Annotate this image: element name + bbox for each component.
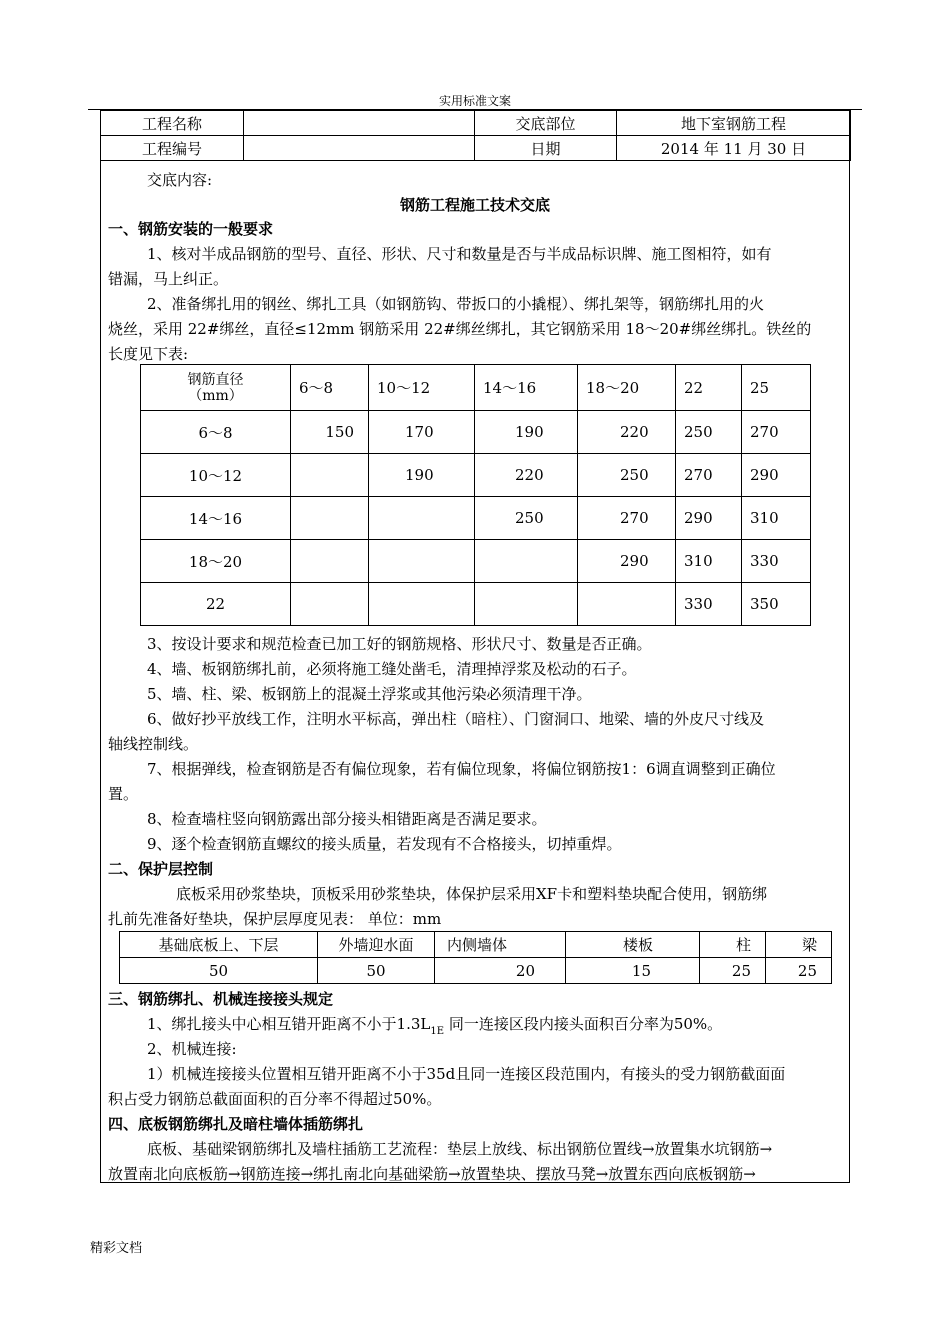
paragraph: 积占受力钢筋总截面面积的百分率不得超过50%。: [108, 1090, 442, 1108]
section-3-heading: 三、钢筋绑扎、机械连接接头规定: [108, 990, 334, 1008]
table-row: [141, 411, 811, 454]
cover-thickness-table: [119, 931, 832, 984]
paragraph: 2、机械连接:: [147, 1040, 237, 1058]
table-cell: 15: [566, 958, 700, 984]
paragraph: 5、墙、柱、梁、板钢筋上的混凝土浮浆或其他污染必须清理干净。: [147, 685, 592, 703]
table-cell: [291, 583, 369, 626]
paragraph: 长度见下表:: [108, 345, 189, 363]
table-cell: 270: [676, 454, 742, 497]
column-header: 柱: [700, 932, 766, 958]
subscript: 1E: [430, 1026, 445, 1037]
paragraph: 8、检查墙柱竖向钢筋露出部分接头相错距离是否满足要求。: [147, 810, 547, 828]
table-cell: 290: [742, 454, 811, 497]
table-cell: 350: [742, 583, 811, 626]
table-cell: 50: [120, 958, 318, 984]
table-cell: [475, 583, 578, 626]
handover-part-value: 地下室钢筋工程: [617, 111, 851, 136]
table-cell: 250: [676, 411, 742, 454]
paragraph: 6、做好抄平放线工作，注明水平标高，弹出柱（暗柱）、门窗洞口、地梁、墙的外皮尺寸线及: [147, 710, 765, 728]
table-cell: 220: [475, 454, 578, 497]
table-header-row: [141, 365, 811, 411]
table-cell: 190: [369, 454, 475, 497]
table-cell: [369, 583, 475, 626]
paragraph: 1、核对半成品钢筋的型号、直径、形状、尺寸和数量是否与半成品标识牌、施工图相符，如有: [147, 245, 772, 263]
table-row: [141, 540, 811, 583]
page-footer: 精彩文档: [90, 1241, 143, 1256]
table-cell: 250: [578, 454, 676, 497]
date-label: 日期: [475, 136, 617, 161]
paragraph: 扎前先准备好垫块，保护层厚度见表： 单位：mm: [108, 910, 442, 928]
table-cell: [578, 583, 676, 626]
table-cell: 290: [676, 497, 742, 540]
table-header-row: [120, 932, 832, 958]
paragraph: 7、根据弹线，检查钢筋是否有偏位现象，若有偏位现象，将偏位钢筋按1：6调直调整到正确位: [147, 760, 776, 778]
table-cell: [291, 540, 369, 583]
section-2-heading: 二、保护层控制: [108, 860, 214, 878]
paragraph: [147, 1014, 722, 1042]
row-header: 14～16: [141, 497, 291, 540]
table-cell: 270: [578, 497, 676, 540]
handover-part-label: 交底部位: [475, 111, 617, 136]
column-header: 18～20: [578, 365, 676, 411]
table-cell: [369, 540, 475, 583]
table-cell: 270: [742, 411, 811, 454]
corner-header: [141, 365, 291, 411]
row-header: 6～8: [141, 411, 291, 454]
project-no-value: [244, 136, 475, 161]
column-header: 楼板: [566, 932, 700, 958]
table-cell: [475, 540, 578, 583]
table-cell: 250: [475, 497, 578, 540]
paragraph: 底板采用砂浆垫块，顶板采用砂浆垫块，体保护层采用XF卡和塑料垫块配合使用，钢筋绑: [176, 885, 768, 903]
table-cell: [369, 497, 475, 540]
column-header: 10～12: [369, 365, 475, 411]
paragraph: 置。: [108, 785, 139, 803]
content-label: 交底内容:: [147, 171, 213, 189]
column-header: 基础底板上、下层: [120, 932, 318, 958]
table-cell: 310: [676, 540, 742, 583]
table-cell: 220: [578, 411, 676, 454]
corner-header-line1: 钢筋直径: [187, 371, 244, 388]
table-cell: [291, 497, 369, 540]
section-1-heading: 一、钢筋安装的一般要求: [108, 220, 274, 238]
paragraph: 烧丝，采用 22#绑丝，直径≤12mm 钢筋采用 22#绑丝绑扎，其它钢筋采用 18～20#绑丝绑扎。铁丝的: [108, 320, 812, 338]
project-name-label: 工程名称: [101, 111, 244, 136]
table-cell: 170: [369, 411, 475, 454]
text-run: 同一连接区段内接头面积百分率为50%。: [444, 1015, 723, 1033]
table-row: [101, 111, 851, 136]
date-value: 2014 年 11 月 30 日: [617, 136, 851, 161]
table-cell: 310: [742, 497, 811, 540]
column-header: 外墙迎水面: [318, 932, 435, 958]
paragraph: 3、按设计要求和规范检查已加工好的钢筋规格、形状尺寸、数量是否正确。: [147, 635, 652, 653]
column-header: 梁: [766, 932, 832, 958]
project-no-label: 工程编号: [101, 136, 244, 161]
table-cell: 330: [676, 583, 742, 626]
column-header: 6～8: [291, 365, 369, 411]
text-run: 1、绑扎接头中心相互错开距离不小于1.3L: [147, 1015, 431, 1033]
document-title: 钢筋工程施工技术交底: [399, 196, 550, 214]
paragraph: 9、逐个检查钢筋直螺纹的接头质量，若发现有不合格接头，切掉重焊。: [147, 835, 622, 853]
table-row: [141, 454, 811, 497]
wire-length-table: [140, 364, 811, 626]
paragraph: 轴线控制线。: [108, 735, 199, 753]
row-header: 18～20: [141, 540, 291, 583]
table-cell: 25: [766, 958, 832, 984]
column-header: 14～16: [475, 365, 578, 411]
column-header: 22: [676, 365, 742, 411]
row-header: 10～12: [141, 454, 291, 497]
table-row: [141, 497, 811, 540]
table-row: [120, 958, 832, 984]
paragraph: 底板、基础梁钢筋绑扎及墙柱插筋工艺流程：垫层上放线、标出钢筋位置线→放置集水坑钢筋→: [147, 1140, 773, 1158]
row-header: 22: [141, 583, 291, 626]
column-header: 内侧墙体: [435, 932, 566, 958]
paragraph: 1）机械连接接头位置相互错开距离不小于35d且同一连接区段范围内，有接头的受力钢筋截面面: [147, 1065, 786, 1083]
section-4-heading: 四、底板钢筋绑扎及暗柱墙体插筋绑扎: [108, 1115, 364, 1133]
paragraph: 2、准备绑扎用的钢丝、绑扎工具（如钢筋钩、带扳口的小撬棍）、绑扎架等，钢筋绑扎用的火: [147, 295, 765, 313]
table-cell: 330: [742, 540, 811, 583]
table-cell: 150: [291, 411, 369, 454]
table-cell: 50: [318, 958, 435, 984]
table-cell: 190: [475, 411, 578, 454]
paragraph: 4、墙、板钢筋绑扎前，必须将施工缝处凿毛，清理掉浮浆及松动的石子。: [147, 660, 637, 678]
table-row: [141, 583, 811, 626]
table-cell: [291, 454, 369, 497]
table-cell: 25: [700, 958, 766, 984]
page-header: 实用标准文案: [438, 94, 511, 108]
table-cell: 290: [578, 540, 676, 583]
project-name-value: [244, 111, 475, 136]
paragraph: 放置南北向底板筋→钢筋连接→绑扎南北向基础梁筋→放置垫块、摆放马凳→放置东西向底板钢筋→: [108, 1165, 756, 1183]
corner-header-line2: （mm）: [188, 387, 243, 404]
paragraph: 错漏，马上纠正。: [108, 270, 229, 288]
table-cell: 20: [435, 958, 566, 984]
table-row: [101, 136, 851, 161]
project-info-table: [100, 110, 851, 161]
column-header: 25: [742, 365, 811, 411]
